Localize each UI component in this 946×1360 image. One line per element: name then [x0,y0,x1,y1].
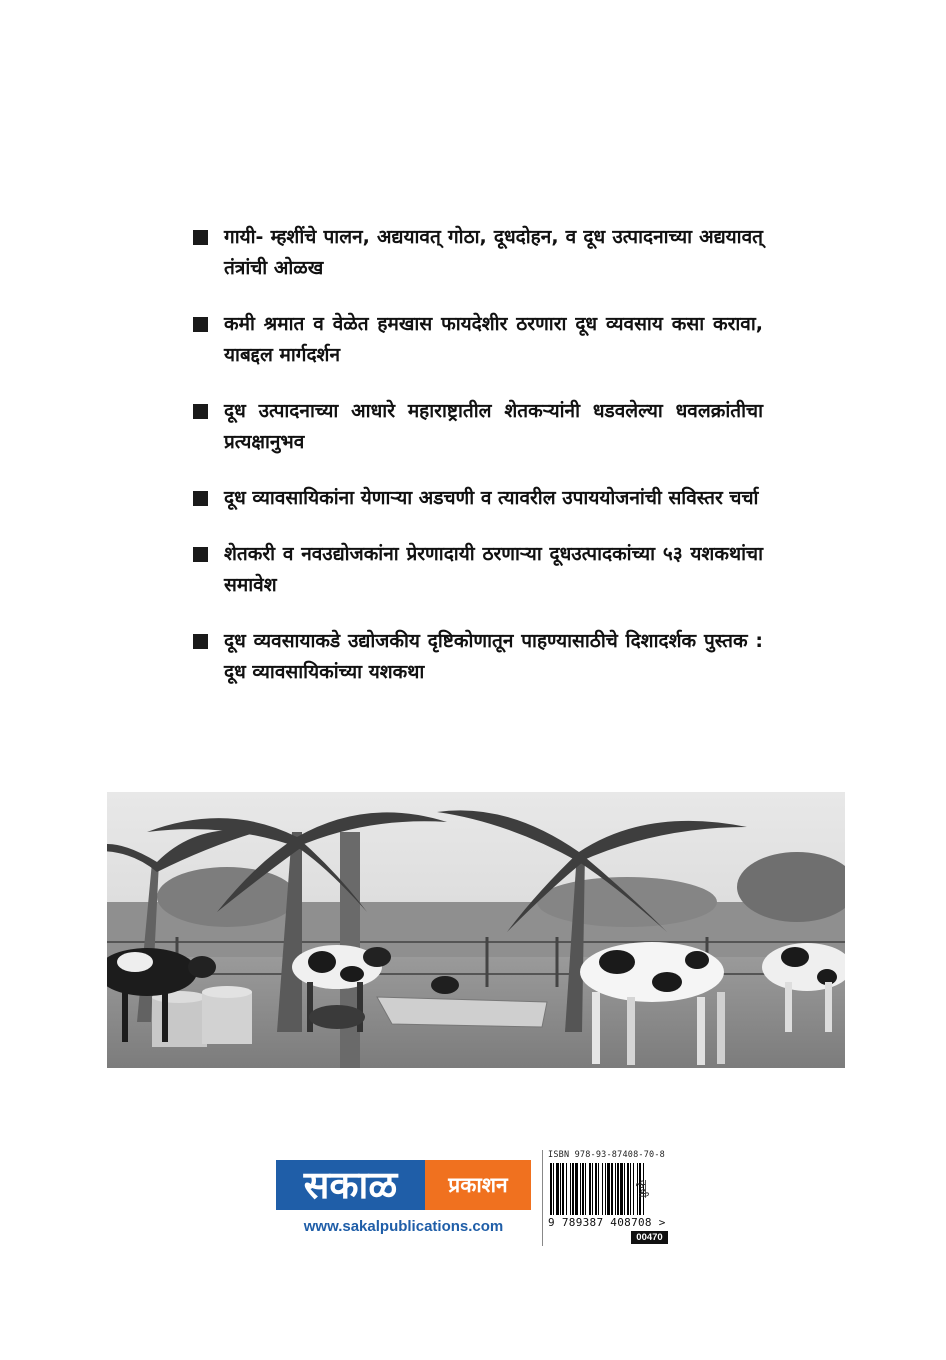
price-code: 00470 [631,1231,668,1244]
barcode-bar [605,1163,606,1215]
barcode-bar [566,1163,567,1215]
barcode-bar [592,1163,593,1215]
barcode-bar [598,1163,599,1215]
barcode-bar [562,1163,564,1215]
bullet-text: गायी- म्हशींचे पालन, अद्ययावत् गोठा, दूधदोहन, व दूध उत्पादनाच्या अद्ययावत् तंत्रांची ओळख [224,226,763,279]
square-bullet-icon [193,491,208,506]
barcode-bar [585,1163,586,1215]
square-bullet-icon [193,230,208,245]
logo-prakashan: प्रकाशन [425,1160,531,1210]
bullet-text: दूध व्यावसायिकांना येणाऱ्या अडचणी व त्यावरील उपाययोजनांची सविस्तर चर्चा [224,487,759,509]
bullet-item [193,222,763,284]
bullet-text: शेतकरी व नवउद्योजकांना प्रेरणादायी ठरणाऱ्या दूधउत्पादकांच्या ५३ यशकथांचा समावेश [224,543,763,596]
barcode-bar [575,1163,578,1215]
barcode-bar [570,1163,571,1215]
feature-bullet-list [193,222,763,713]
bullet-item [193,626,763,688]
barcode-bar [582,1163,584,1215]
square-bullet-icon [193,404,208,419]
barcode-bar [602,1163,603,1215]
barcode-bar [617,1163,619,1215]
barcode-bar [620,1163,623,1215]
logo-sakal: सकाळ [276,1160,425,1210]
dairy-farm-photo [107,792,845,1068]
barcode-bar [633,1163,634,1215]
bullet-text: कमी श्रमात व वेळेत हमखास फायदेशीर ठरणारा दूध व्यवसाय कसा करावा, याबद्दल मार्गदर्शन [224,313,763,366]
bullet-item [193,483,763,514]
barcode-bar [560,1163,561,1215]
barcode-bar [615,1163,616,1215]
bullet-item [193,396,763,458]
divider [542,1150,543,1246]
barcode-bar [624,1163,625,1215]
bullet-item [193,309,763,371]
barcode-bar [595,1163,597,1215]
barcode-bar [589,1163,591,1215]
bullet-text: दूध व्यवसायाकडे उद्योजकीय दृष्टिकोणातून पाहण्यासाठीचे दिशादर्शक पुस्तक : दूध व्यावसायिकांच्या यशकथा [224,630,763,683]
barcode-bar [556,1163,559,1215]
square-bullet-icon [193,317,208,332]
barcode-bar [630,1163,631,1215]
isbn-label: ISBN 978-93-87408-70-8 [548,1150,665,1160]
barcode-bar [611,1163,613,1215]
publisher-website: www.sakalpublications.com [303,1218,504,1235]
square-bullet-icon [193,634,208,649]
barcode-bar [553,1163,554,1215]
barcode-bar [607,1163,610,1215]
barcode-bar [572,1163,574,1215]
barcode-bar [580,1163,581,1215]
bullet-text: दूध उत्पादनाच्या आधारे महाराष्ट्रातील शेतकऱ्यांनी धडवलेल्या धवलक्रांतीचा प्रत्यक्षानुभव [224,400,763,453]
barcode-bar [627,1163,629,1215]
category-label: कृषी [636,1180,649,1198]
cows-under-palms-illustration [107,792,845,1068]
barcode-bar [550,1163,552,1215]
isbn-digits: 9 789387 408708 > [548,1216,666,1229]
bullet-item [193,539,763,601]
publisher-logo [276,1160,531,1244]
square-bullet-icon [193,547,208,562]
